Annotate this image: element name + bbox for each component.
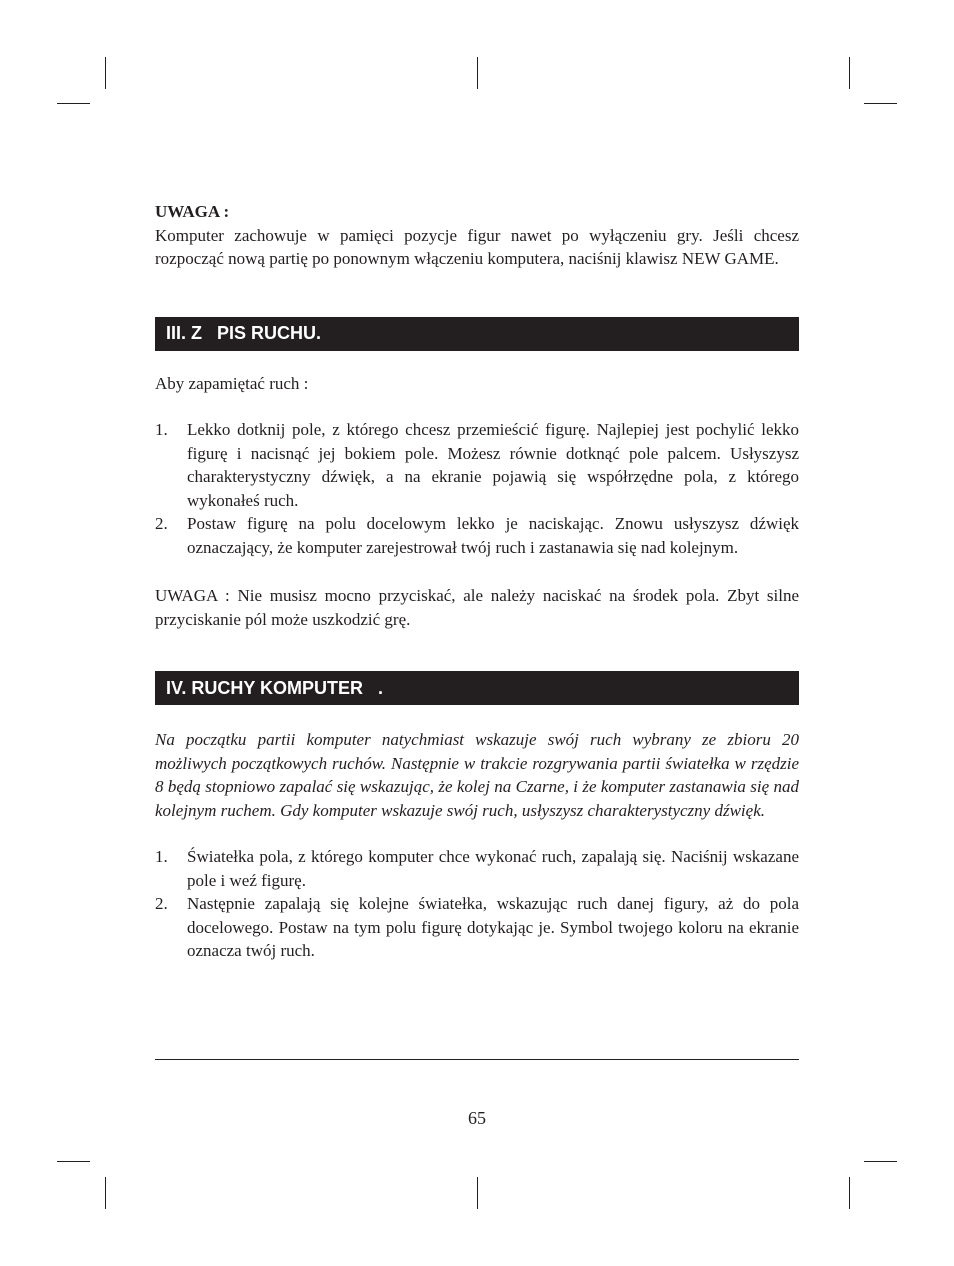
list-text: Postaw figurę na polu docelowym lekko je naciskając. Znowu usłyszysz dźwięk oznaczający, że komputer zarejestrował twój ruch i zastanawia się nad kolejnym.	[187, 514, 799, 557]
crop-mark	[864, 103, 897, 104]
crop-mark	[57, 103, 90, 104]
list-text: Światełka pola, z którego komputer chce wykonać ruch, zapalają się. Naciśnij wskazane pole i weź figurę.	[187, 847, 799, 890]
list-number: 2.	[155, 894, 168, 913]
list-number: 2.	[155, 514, 168, 533]
page-content	[155, 200, 799, 963]
list-number: 1.	[155, 847, 168, 866]
section-header-4: IV. RUCHY KOMPUTER .	[155, 671, 799, 705]
note-heading: UWAGA :	[155, 202, 230, 221]
list-text: Następnie zapalają się kolejne światełka, wskazując ruch danej figury, aż do pola docelowego. Postaw na tym polu figurę dotykając je. Symbol twojego koloru na ekranie oznacza twój ruch.	[187, 894, 799, 960]
crop-mark	[849, 1177, 850, 1209]
footer-divider	[155, 1059, 799, 1060]
list-item	[155, 512, 799, 559]
list-item	[155, 845, 799, 892]
numbered-list	[155, 845, 799, 963]
list-item	[155, 892, 799, 963]
crop-mark	[105, 1177, 106, 1209]
section-intro: Aby zapamiętać ruch :	[155, 373, 309, 393]
crop-mark	[477, 1177, 478, 1209]
crop-mark	[864, 1161, 897, 1162]
list-number: 1.	[155, 420, 168, 439]
list-text: Lekko dotknij pole, z którego chcesz przemieścić figurę. Najlepiej jest pochylić lekko figurę i nacisnąć jej bokiem pole. Możesz równie dotknąć pole palcem. Usłyszysz charakterystyczny dźwięk, a na ekranie pojawią się współrzędne pola, z którego wykonałeś ruch.	[187, 420, 799, 510]
crop-mark	[849, 57, 850, 89]
numbered-list	[155, 418, 799, 559]
note-text: Komputer zachowuje w pamięci pozycje figur nawet po wyłączeniu gry. Jeśli chcesz rozpocząć nową partię po ponownym włączeniu komputera, naciśnij klawisz NEW GAME.	[155, 225, 799, 268]
crop-mark	[57, 1161, 90, 1162]
section-intro: Na początku partii komputer natychmiast wskazuje swój ruch wybrany ze zbioru 20 możliwych początkowych ruchów. Następnie w trakcie rozgrywania partii światełka w rzędzie 8 będą stopniowo zapalać się wskazując, że kolej na Czarne, i że komputer zastanawia się nad kolejnym ruchem. Gdy komputer wskazuje swój ruch, usłyszysz charakterystyczny dźwięk.	[155, 730, 799, 820]
list-item	[155, 418, 799, 512]
crop-mark	[477, 57, 478, 89]
note-text: UWAGA : Nie musisz mocno przyciskać, ale należy naciskać na środek pola. Zbyt silne przyciskanie pól może uszkodzić grę.	[155, 586, 799, 629]
section-header-3: III. Z PIS RUCHU.	[155, 317, 799, 351]
crop-mark	[105, 57, 106, 89]
page-number: 65	[468, 1108, 486, 1128]
